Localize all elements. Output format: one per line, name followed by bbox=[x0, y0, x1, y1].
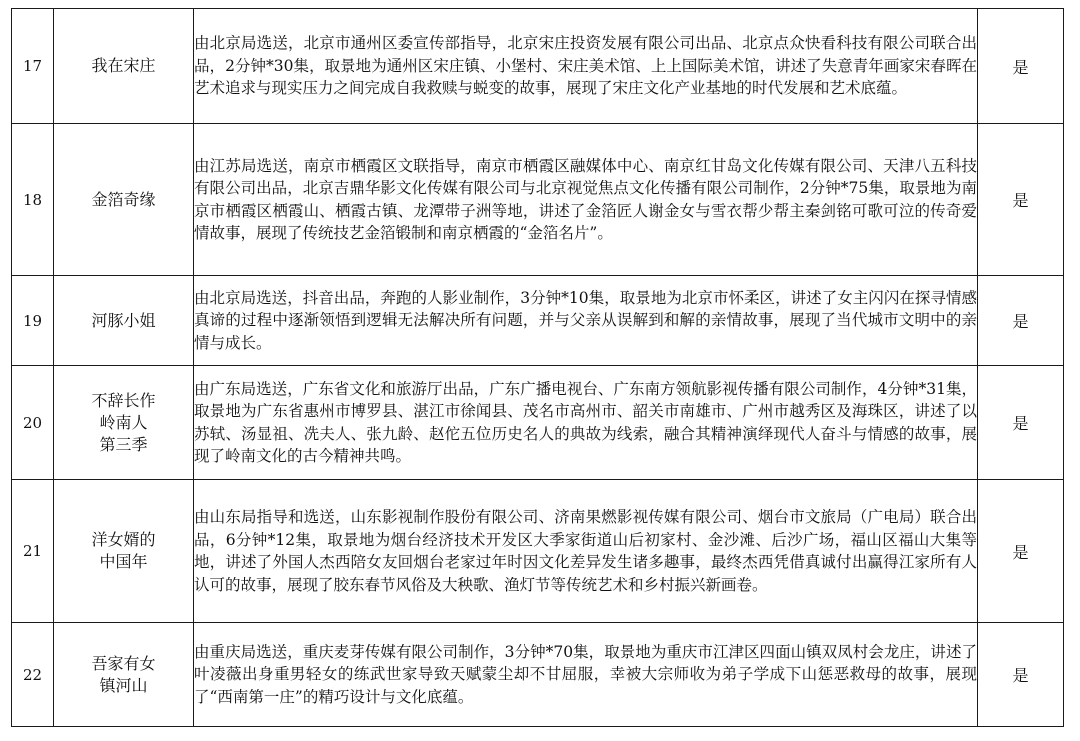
status-flag: 是 bbox=[978, 366, 1064, 480]
status-flag: 是 bbox=[978, 9, 1064, 124]
table-row bbox=[12, 366, 1064, 480]
program-title-line: 岭南人 bbox=[99, 412, 148, 432]
program-title-line: 洋女婿的 bbox=[91, 530, 156, 549]
table-row bbox=[12, 9, 1064, 124]
program-table bbox=[11, 8, 1064, 727]
program-title-line: 中国年 bbox=[99, 552, 148, 571]
program-title bbox=[54, 623, 194, 727]
status-flag: 是 bbox=[978, 480, 1064, 623]
row-number: 21 bbox=[12, 480, 54, 623]
program-description: 由山东局指导和选送，山东影视制作股份有限公司、济南果燃影视传媒有限公司、烟台市文旅局（广电局）联合出品，6分钟*12集，取景地为烟台经济技术开发区大季家街道山后初家村、金沙滩、后沙广场，福山区福山大集等地，讲述了外国人杰西陪女友回烟台老家过年时因文化差异发生诸多趣事，最终杰西凭借真诚付出赢得江家所有人认可的故事，展现了胶东春节风俗及大秧歌、渔灯节等传统艺术和乡村振兴新画卷。 bbox=[194, 480, 978, 623]
program-description: 由北京局选送，抖音出品，奔跑的人影业制作，3分钟*10集，取景地为北京市怀柔区，讲述了女主闪闪在探寻情感真谛的过程中逐渐领悟到逻辑无法解决所有问题，并与父亲从误解到和解的亲情故事，展现了当代城市文明中的亲情与成长。 bbox=[194, 276, 978, 366]
program-title: 金箔奇缘 bbox=[54, 124, 194, 276]
status-flag: 是 bbox=[978, 124, 1064, 276]
table-row bbox=[12, 276, 1064, 366]
program-title-line: 第三季 bbox=[99, 434, 148, 454]
status-flag: 是 bbox=[978, 623, 1064, 727]
program-title-line: 吾家有女 bbox=[91, 653, 156, 673]
program-title-line: 不辞长作 bbox=[91, 390, 156, 410]
program-title bbox=[54, 480, 194, 623]
program-description: 由重庆局选送，重庆麦芽传媒有限公司制作，3分钟*70集，取景地为重庆市江津区四面山镇双凤村会龙庄，讲述了叶凌薇出身重男轻女的练武世家导致天赋蒙尘却不甘屈服，幸被大宗师收为弟子学成下山惩恶救母的故事，展现了“西南第一庄”的精巧设计与文化底蕴。 bbox=[194, 623, 978, 727]
row-number: 18 bbox=[12, 124, 54, 276]
program-description: 由北京局选送，北京市通州区委宣传部指导，北京宋庄投资发展有限公司出品、北京点众快看科技有限公司联合出品，2分钟*30集，取景地为通州区宋庄镇、小堡村、宋庄美术馆、上上国际美术馆，讲述了失意青年画家宋春晖在艺术追求与现实压力之间完成自我救赎与蜕变的故事，展现了宋庄文化产业基地的时代发展和艺术底蕴。 bbox=[194, 9, 978, 124]
row-number: 19 bbox=[12, 276, 54, 366]
row-number: 17 bbox=[12, 9, 54, 124]
table-row bbox=[12, 623, 1064, 727]
program-title: 河豚小姐 bbox=[54, 276, 194, 366]
table-row bbox=[12, 480, 1064, 623]
program-title: 我在宋庄 bbox=[54, 9, 194, 124]
program-description: 由江苏局选送，南京市栖霞区文联指导，南京市栖霞区融媒体中心、南京红甘岛文化传媒有限公司、天津八五科技有限公司出品，北京吉鼎华影文化传媒有限公司与北京视觉焦点文化传播有限公司制作，2分钟*75集，取景地为南京市栖霞区栖霞山、栖霞古镇、龙潭带子洲等地，讲述了金箔匠人谢金女与雪衣帮少帮主秦剑铭可歌可泣的传奇爱情故事，展现了传统技艺金箔锻制和南京栖霞的“金箔名片”。 bbox=[194, 124, 978, 276]
status-flag: 是 bbox=[978, 276, 1064, 366]
program-description: 由广东局选送，广东省文化和旅游厅出品，广东广播电视台、广东南方领航影视传播有限公司制作，4分钟*31集，取景地为广东省惠州市博罗县、湛江市徐闻县、茂名市高州市、韶关市南雄市、广州市越秀区及海珠区，讲述了以苏轼、汤显祖、冼夫人、张九龄、赵佗五位历史名人的典故为线索，融合其精神演绎现代人奋斗与情感的故事，展现了岭南文化的古今精神共鸣。 bbox=[194, 366, 978, 480]
row-number: 22 bbox=[12, 623, 54, 727]
row-number: 20 bbox=[12, 366, 54, 480]
program-title-line: 镇河山 bbox=[99, 675, 148, 695]
program-title bbox=[54, 366, 194, 480]
table-row bbox=[12, 124, 1064, 276]
